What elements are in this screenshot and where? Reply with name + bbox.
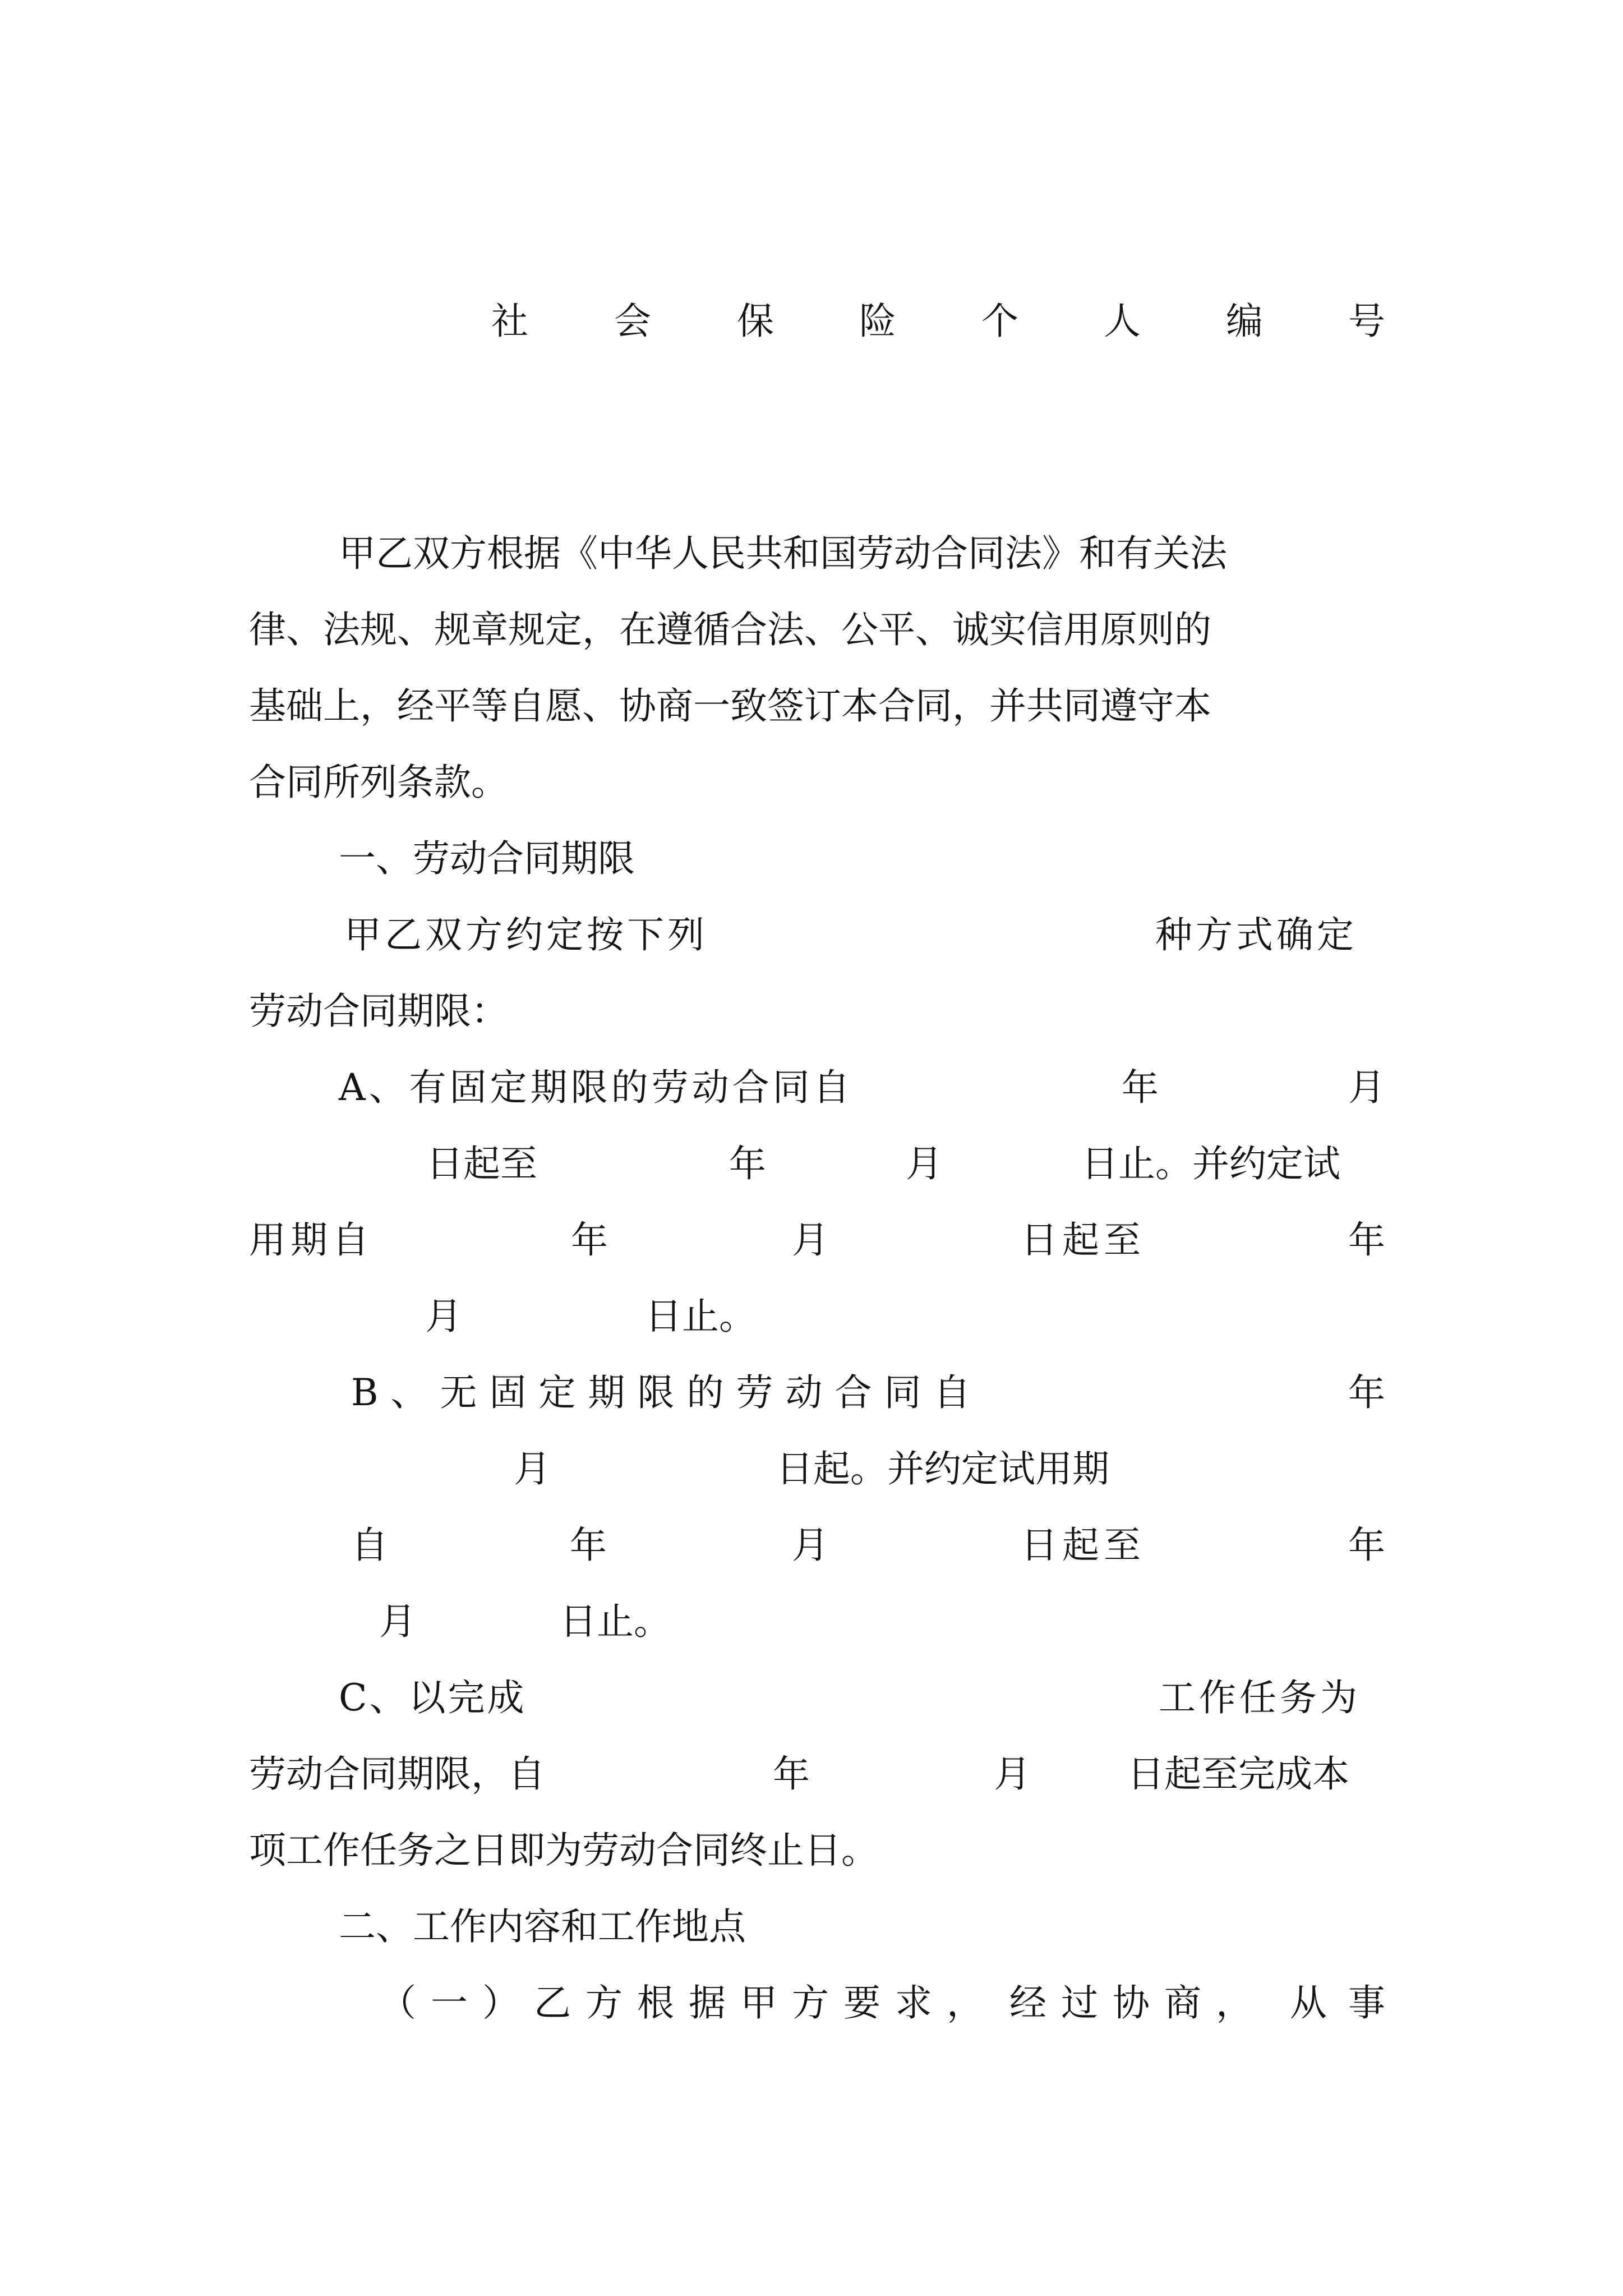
preamble-line: 甲乙双方根据《中华人民共和国劳动合同法》和有关法: [339, 532, 1227, 575]
preamble-line: 律、法规、规章规定，在遵循合法、公平、诚实信用原则的: [249, 608, 1211, 651]
clause-char: 协: [1113, 1981, 1150, 2024]
clause-text: 种方式确定: [1155, 913, 1357, 956]
date-month-label: 月: [1348, 1066, 1385, 1109]
preamble-line: 基础上，经平等自愿、协商一致签订本合同，并共同遵守本: [249, 684, 1211, 728]
trial-period-label: 用期自: [249, 1218, 374, 1262]
section-title: 一、劳动合同期限: [339, 837, 635, 880]
clause-char: ，: [947, 1981, 984, 2024]
date-year-label: 年: [1348, 1524, 1385, 1567]
date-year-label: 年: [571, 1218, 608, 1262]
date-month-label: 月: [514, 1447, 551, 1490]
date-year-label: 年: [570, 1524, 607, 1567]
date-year-label: 年: [1348, 1371, 1385, 1414]
date-month-label: 月: [379, 1600, 416, 1643]
option-c-text: 日起至完成本: [1127, 1752, 1349, 1796]
option-a-text: A、有固定期限的劳动合同自: [339, 1066, 854, 1109]
heading-char: 编: [1226, 300, 1263, 343]
preamble-line: 合同所列条款。: [249, 761, 508, 804]
heading-char: 保: [737, 300, 774, 343]
clause-char: ）: [482, 1981, 519, 2024]
date-month-label: 月: [792, 1218, 829, 1262]
option-c-text: 劳动合同期限，自: [249, 1752, 545, 1796]
date-month-label: 月: [994, 1752, 1031, 1796]
date-year-label: 年: [1122, 1066, 1159, 1109]
date-year-label: 年: [1348, 1218, 1385, 1262]
clause-char: 商: [1164, 1981, 1201, 2024]
option-c-text: 项工作任务之日即为劳动合同终止日。: [249, 1829, 878, 1872]
date-month-label: 月: [906, 1142, 943, 1185]
clause-char: 求: [895, 1981, 932, 2024]
heading-char: 社: [491, 300, 528, 343]
clause-text: 劳动合同期限：: [249, 990, 508, 1033]
clause-text: 甲乙双方约定按下列: [344, 913, 708, 956]
date-day-label: 日起至: [426, 1142, 537, 1185]
date-day-label: 日起至: [1021, 1524, 1145, 1567]
date-month-label: 月: [425, 1295, 462, 1338]
clause-char: 一: [431, 1981, 468, 2024]
clause-char: 要: [843, 1981, 880, 2024]
section-title: 二、工作内容和工作地点: [339, 1905, 746, 1948]
date-day-label: 日止。: [560, 1600, 671, 1643]
clause-char: ，: [1216, 1981, 1253, 2024]
date-day-label: 日起至: [1021, 1218, 1145, 1262]
heading-char: 号: [1348, 300, 1385, 343]
heading-char: 个: [981, 300, 1018, 343]
date-year-label: 年: [773, 1752, 810, 1796]
date-year-label: 年: [729, 1142, 766, 1185]
date-month-label: 月: [792, 1524, 829, 1567]
date-day-label: 日止。: [645, 1295, 756, 1338]
clause-char: （: [379, 1981, 416, 2024]
clause-char: 从: [1290, 1981, 1327, 2024]
clause-char: 经: [1009, 1981, 1046, 2024]
clause-char: 方: [585, 1981, 623, 2024]
option-b-text: B、无固定期限的劳动合同自: [351, 1371, 983, 1414]
clause-char: 据: [689, 1981, 726, 2024]
trial-period-label: 自: [351, 1524, 388, 1567]
clause-char: 过: [1061, 1981, 1098, 2024]
clause-char: 甲: [740, 1981, 777, 2024]
clause-char: 根: [637, 1981, 674, 2024]
clause-char: 事: [1348, 1981, 1385, 2024]
clause-char: 乙: [534, 1981, 571, 2024]
clause-char: 方: [792, 1981, 829, 2024]
date-day-label: 日起。并约定试用期: [776, 1447, 1109, 1490]
heading-char: 险: [859, 300, 896, 343]
heading-char: 人: [1104, 300, 1141, 343]
heading-char: 会: [614, 300, 651, 343]
option-c-text: 工作任务为: [1159, 1676, 1361, 1719]
date-day-label: 日止。并约定试: [1081, 1142, 1340, 1185]
option-c-text: C、以完成: [339, 1676, 527, 1719]
